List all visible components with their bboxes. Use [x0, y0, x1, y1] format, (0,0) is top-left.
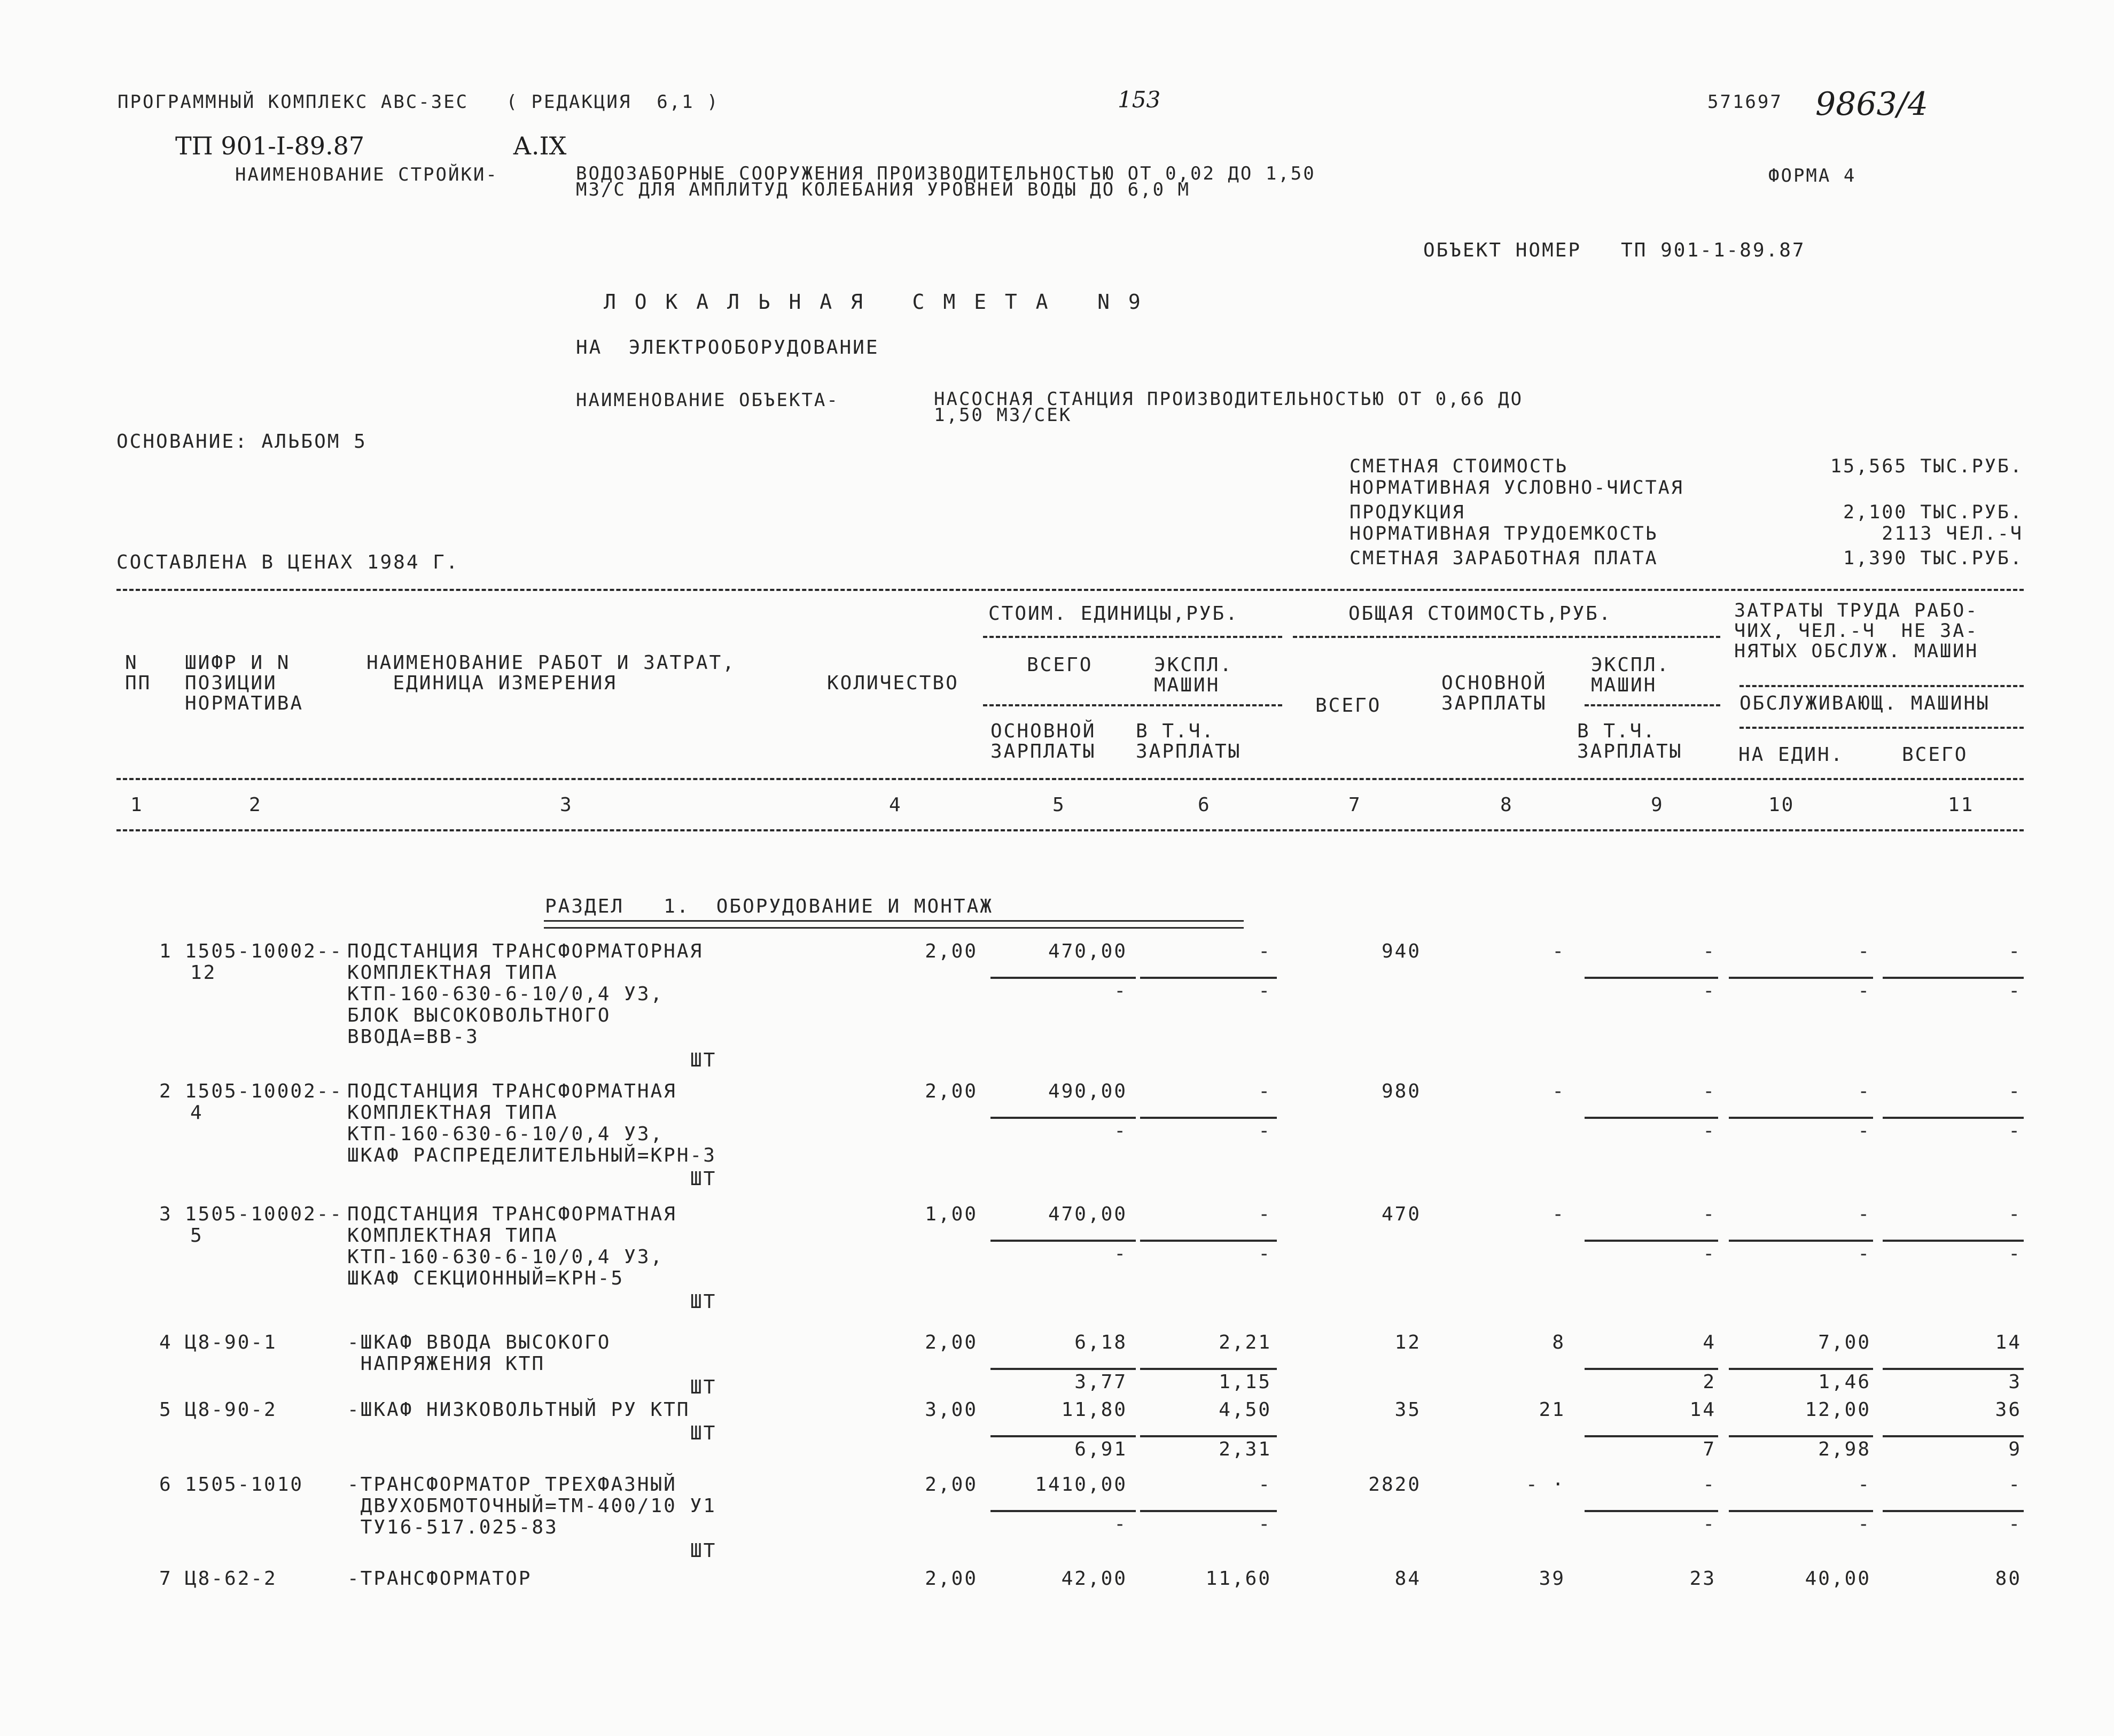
row-c6: - — [1258, 1080, 1271, 1102]
row-c6-sub: - — [1258, 1513, 1271, 1535]
stroyka-line-1: ВОДОЗАБОРНЫЕ СООРУЖЕНИЯ ПРОИЗВОДИТЕЛЬНОСТЬЮ ОТ 0,02 ДО 1,50 — [576, 163, 1316, 184]
header-top-rule — [116, 589, 2024, 591]
row-number: 2 — [159, 1080, 173, 1102]
row-c6-sub: - — [1258, 1243, 1271, 1265]
row-unit: ШТ — [690, 1376, 717, 1398]
row-name-line: -ШКАФ НИЗКОВОЛЬТНЫЙ РУ КТП — [347, 1399, 690, 1421]
cell-rule — [990, 1240, 1136, 1242]
col-num: 4 — [889, 794, 902, 816]
row-c10-sub: - — [1858, 1243, 1871, 1265]
unit-cost-header: СТОИМ. ЕДИНИЦЫ,РУБ. — [988, 603, 1239, 625]
labor-sub-header: ОБСЛУЖИВАЮЩ. МАШИНЫ — [1739, 692, 1990, 714]
cell-rule — [1729, 1435, 1873, 1437]
row-c6-sub: 2,31 — [1219, 1438, 1271, 1460]
cell-rule — [1883, 1117, 2024, 1119]
row-name-line: НАПРЯЖЕНИЯ КТП — [347, 1353, 545, 1375]
col-2-header: ШИФР И N ПОЗИЦИИ НОРМАТИВА — [185, 652, 304, 714]
row-c11: - — [2008, 1203, 2022, 1225]
row-c5-sub: - — [1114, 1513, 1127, 1535]
row-c10-sub: 1,46 — [1818, 1371, 1871, 1393]
row-unit: ШТ — [690, 1291, 717, 1313]
row-c9: 23 — [1689, 1568, 1716, 1590]
cell-rule — [1883, 1368, 2024, 1370]
object-label: НАИМЕНОВАНИЕ ОБЪЕКТА- — [576, 390, 839, 411]
row-qty: 2,00 — [925, 1080, 978, 1102]
row-c11: 14 — [1995, 1332, 2022, 1353]
row-c6: - — [1258, 940, 1271, 962]
header-mid-rule — [116, 778, 2024, 780]
row-name-line: ШКАФ СЕКЦИОННЫЙ=КРН-5 — [347, 1267, 625, 1289]
row-c5: 1410,00 — [1035, 1474, 1127, 1496]
cell-rule — [1585, 1510, 1718, 1512]
row-c11: - — [2008, 1474, 2022, 1496]
row-name-line: БЛОК ВЫСОКОВОЛЬТНОГО — [347, 1005, 611, 1026]
row-c5: 470,00 — [1048, 940, 1127, 962]
col-num: 6 — [1198, 794, 1211, 816]
form-label: ФОРМА 4 — [1768, 165, 1856, 186]
cell-rule — [1585, 977, 1718, 979]
row-c11-sub: - — [2008, 1243, 2022, 1265]
row-c10-sub: - — [1858, 1513, 1871, 1535]
summary-label-4: НОРМАТИВНАЯ ТРУДОЕМКОСТЬ — [1349, 523, 1658, 544]
row-c9-sub: - — [1703, 1120, 1716, 1142]
row-c9-sub: - — [1703, 1243, 1716, 1265]
row-c9-sub: 2 — [1703, 1371, 1716, 1393]
row-c6: 2,21 — [1219, 1332, 1271, 1353]
row-c10: - — [1858, 1203, 1871, 1225]
row-name-line: КТП-160-630-6-10/0,4 У3, — [347, 1123, 664, 1145]
col-num: 11 — [1948, 794, 1975, 816]
cell-rule — [990, 1435, 1136, 1437]
osnovanie: ОСНОВАНИЕ: АЛЬБОМ 5 — [116, 431, 367, 453]
labor-rule — [1739, 685, 2024, 687]
row-unit: ШТ — [690, 1049, 717, 1071]
row-c5-sub: - — [1114, 980, 1127, 1002]
row-c9: 4 — [1703, 1332, 1716, 1353]
row-c10-sub: - — [1858, 1120, 1871, 1142]
row-name-line: -ТРАНСФОРМАТОР ТРЕХФАЗНЫЙ — [347, 1474, 677, 1496]
row-name-line: ПОДСТАНЦИЯ ТРАНСФОРМАТОРНАЯ — [347, 940, 704, 962]
stroyka-line-2: М3/С ДЛЯ АМПЛИТУД КОЛЕБАНИЯ УРОВНЕЙ ВОДЫ ДО 6,0 М — [576, 179, 1191, 200]
row-c7: 470 — [1381, 1203, 1421, 1225]
cell-rule — [990, 977, 1136, 979]
col-1-header: N ПП — [125, 652, 152, 694]
row-code: Ц8-62-2 — [185, 1568, 277, 1590]
row-name-line: ВВОДА=ВВ-3 — [347, 1026, 479, 1048]
summary-label-2: НОРМАТИВНАЯ УСЛОВНО-ЧИСТАЯ — [1349, 477, 1684, 499]
row-c11: - — [2008, 940, 2022, 962]
row-qty: 2,00 — [925, 1568, 978, 1590]
row-qty: 3,00 — [925, 1399, 978, 1421]
summary-value-3: 2,100 ТЫС.РУБ. — [1843, 502, 2023, 523]
row-name-line: -ТРАНСФОРМАТОР — [347, 1568, 532, 1590]
row-c9-sub: 7 — [1703, 1438, 1716, 1460]
row-name-line: ПОДСТАНЦИЯ ТРАНСФОРМАТНАЯ — [347, 1203, 677, 1225]
row-qty: 2,00 — [925, 1332, 978, 1353]
row-c10: 12,00 — [1805, 1399, 1871, 1421]
row-c5: 470,00 — [1048, 1203, 1127, 1225]
col-num: 10 — [1768, 794, 1795, 816]
row-c11: 36 — [1995, 1399, 2022, 1421]
col-6-header: ЭКСПЛ. МАШИН — [1154, 654, 1234, 696]
row-number: 3 — [159, 1203, 173, 1225]
col-5-sub-header: ОСНОВНОЙ ЗАРПЛАТЫ — [990, 720, 1096, 762]
row-name-line: КОМПЛЕКТНАЯ ТИПА — [347, 1225, 558, 1247]
album-section: А.IX — [513, 131, 567, 160]
cell-rule — [1883, 1435, 2024, 1437]
cell-rule — [990, 1510, 1136, 1512]
row-qty: 2,00 — [925, 940, 978, 962]
row-c9: - — [1703, 1080, 1716, 1102]
col-num: 5 — [1052, 794, 1066, 816]
object-line-2: 1,50 М3/СЕК — [934, 404, 1072, 426]
row-number: 4 — [159, 1332, 173, 1353]
object-line-1: НАСОСНАЯ СТАНЦИЯ ПРОИЗВОДИТЕЛЬНОСТЬЮ ОТ 0,66 ДО — [934, 388, 1524, 410]
col-num: 7 — [1348, 794, 1362, 816]
row-c8: - — [1552, 940, 1565, 962]
row-c11-sub: 3 — [2008, 1371, 2022, 1393]
row-c11-sub: - — [2008, 980, 2022, 1002]
prices-year: СОСТАВЛЕНА В ЦЕНАХ 1984 Г. — [116, 551, 459, 573]
smeta-title: Л О К А Л Ь Н А Я С М Е Т А N 9 — [604, 290, 1144, 314]
row-number: 1 — [159, 940, 173, 962]
col-num: 9 — [1651, 794, 1664, 816]
row-c11: 80 — [1995, 1568, 2022, 1590]
cell-rule — [1729, 1510, 1873, 1512]
unit-cost-rule-2 — [983, 704, 1282, 706]
program-header: ПРОГРАММНЫЙ КОМПЛЕКС АВС-3ЕС ( РЕДАКЦИЯ 6,1 ) — [118, 91, 720, 113]
total-cost-rule — [1293, 636, 1720, 638]
col-num: 2 — [249, 794, 262, 816]
cell-rule — [1729, 977, 1873, 979]
row-name-line: КТП-160-630-6-10/0,4 У3, — [347, 983, 664, 1005]
tp-code: ТП 901-I-89.87 — [175, 131, 365, 160]
row-qty: 1,00 — [925, 1203, 978, 1225]
summary-label-5: СМЕТНАЯ ЗАРАБОТНАЯ ПЛАТА — [1349, 548, 1658, 569]
cell-rule — [1729, 1117, 1873, 1119]
cell-rule — [1140, 1435, 1277, 1437]
cell-rule — [990, 1368, 1136, 1370]
row-c5: 42,00 — [1061, 1568, 1127, 1590]
summary-value-5: 1,390 ТЫС.РУБ. — [1843, 548, 2023, 569]
col-num: 1 — [130, 794, 144, 816]
row-c8: - — [1552, 1080, 1565, 1102]
col-num: 8 — [1500, 794, 1514, 816]
col-11-header: ВСЕГО — [1902, 744, 1968, 766]
row-c6-sub: - — [1258, 1120, 1271, 1142]
cell-rule — [1585, 1368, 1718, 1370]
cell-rule — [1140, 1117, 1277, 1119]
row-c7: 12 — [1394, 1332, 1421, 1353]
row-c6: 11,60 — [1205, 1568, 1271, 1590]
row-c5: 490,00 — [1048, 1080, 1127, 1102]
col-6-sub-header: В Т.Ч. ЗАРПЛАТЫ — [1136, 720, 1242, 762]
labor-rule-2 — [1739, 727, 2024, 729]
row-c7: 35 — [1394, 1399, 1421, 1421]
row-c9: - — [1703, 1203, 1716, 1225]
labor-header: ЗАТРАТЫ ТРУДА РАБО- ЧИХ, ЧЕЛ.-Ч НЕ ЗА- НЯТЫХ ОБСЛУЖ. МАШИН — [1734, 600, 1979, 662]
row-c9: - — [1703, 1474, 1716, 1496]
row-name-line: ПОДСТАНЦИЯ ТРАНСФОРМАТНАЯ — [347, 1080, 677, 1102]
col-num: 3 — [560, 794, 573, 816]
row-c7: 84 — [1394, 1568, 1421, 1590]
row-name-line: -ШКАФ ВВОДА ВЫСОКОГО — [347, 1332, 611, 1353]
smeta-subject: НА ЭЛЕКТРООБОРУДОВАНИЕ — [576, 337, 879, 359]
row-code: 1505-10002-- — [185, 1080, 344, 1102]
stroyka-label: НАИМЕНОВАНИЕ СТРОЙКИ- — [235, 164, 498, 185]
cell-rule — [1140, 1240, 1277, 1242]
row-c5-sub: 3,77 — [1074, 1371, 1127, 1393]
row-c9-sub: - — [1703, 1513, 1716, 1535]
cell-rule — [1585, 1240, 1718, 1242]
row-qty: 2,00 — [925, 1474, 978, 1496]
col-7-header: ВСЕГО — [1315, 695, 1382, 717]
row-c5: 11,80 — [1061, 1399, 1127, 1421]
row-name-line: ШКАФ РАСПРЕДЕЛИТЕЛЬНЫЙ=КРН-3 — [347, 1145, 716, 1166]
row-c11-sub: 9 — [2008, 1438, 2022, 1460]
col-9-rule — [1585, 704, 1720, 706]
col-9-sub-header: В Т.Ч. ЗАРПЛАТЫ — [1577, 720, 1683, 762]
col-8-header: ОСНОВНОЙ ЗАРПЛАТЫ — [1441, 672, 1547, 714]
row-name-line: КОМПЛЕКТНАЯ ТИПА — [347, 1102, 558, 1124]
row-c7: 980 — [1381, 1080, 1421, 1102]
row-c10-sub: - — [1858, 980, 1871, 1002]
object-number: ОБЪЕКТ НОМЕР ТП 901-1-89.87 — [1423, 239, 1806, 261]
summary-value-1: 15,565 ТЫС.РУБ. — [1830, 456, 2023, 477]
row-number: 6 — [159, 1474, 173, 1496]
row-c6: 4,50 — [1219, 1399, 1271, 1421]
row-c9: 14 — [1689, 1399, 1716, 1421]
row-c6: - — [1258, 1474, 1271, 1496]
row-c10: 40,00 — [1805, 1568, 1871, 1590]
row-code: 1505-10002-- — [185, 1203, 344, 1225]
col-3-header: НАИМЕНОВАНИЕ РАБОТ И ЗАТРАТ, ЕДИНИЦА ИЗМЕРЕНИЯ — [366, 652, 736, 694]
cell-rule — [1140, 1510, 1277, 1512]
page-number: 153 — [1118, 87, 1161, 113]
document-number: 571697 — [1707, 91, 1783, 113]
row-c11-sub: - — [2008, 1120, 2022, 1142]
row-unit: ШТ — [690, 1168, 717, 1190]
row-code-line-2: 12 — [190, 962, 217, 984]
row-c8: - — [1552, 1203, 1565, 1225]
row-c5-sub: 6,91 — [1074, 1438, 1127, 1460]
row-name-line: КТП-160-630-6-10/0,4 У3, — [347, 1246, 664, 1268]
header-bottom-rule — [116, 829, 2024, 831]
row-c11: - — [2008, 1080, 2022, 1102]
col-9-header: ЭКСПЛ. МАШИН — [1591, 654, 1671, 696]
row-c11-sub: - — [2008, 1513, 2022, 1535]
row-c10: - — [1858, 1474, 1871, 1496]
row-unit: ШТ — [690, 1422, 717, 1444]
handwritten-number: 9863/4 — [1815, 85, 1929, 123]
row-c8: 39 — [1539, 1568, 1565, 1590]
row-code-line-2: 4 — [190, 1102, 204, 1124]
row-number: 7 — [159, 1568, 173, 1590]
cell-rule — [990, 1117, 1136, 1119]
section-title: РАЗДЕЛ 1. ОБОРУДОВАНИЕ И МОНТАЖ — [545, 896, 993, 917]
row-c9: - — [1703, 940, 1716, 962]
unit-cost-rule — [983, 636, 1282, 638]
row-c10: 7,00 — [1818, 1332, 1871, 1353]
cell-rule — [1883, 1240, 2024, 1242]
row-c10: - — [1858, 940, 1871, 962]
col-5-header: ВСЕГО — [1027, 654, 1093, 676]
row-code: 1505-1010 — [185, 1474, 304, 1496]
row-number: 5 — [159, 1399, 173, 1421]
row-c7: 2820 — [1368, 1474, 1421, 1496]
section-underline — [544, 920, 1244, 929]
total-cost-header: ОБЩАЯ СТОИМОСТЬ,РУБ. — [1348, 603, 1612, 625]
row-c5: 6,18 — [1074, 1332, 1127, 1353]
row-c5-sub: - — [1114, 1243, 1127, 1265]
row-c8: 21 — [1539, 1399, 1565, 1421]
cell-rule — [1729, 1368, 1873, 1370]
row-c6-sub: 1,15 — [1219, 1371, 1271, 1393]
row-code: 1505-10002-- — [185, 940, 344, 962]
row-c8: - · — [1525, 1474, 1565, 1496]
cell-rule — [1140, 1368, 1277, 1370]
summary-value-4: 2113 ЧЕЛ.-Ч — [1882, 523, 2023, 544]
summary-label-1: СМЕТНАЯ СТОИМОСТЬ — [1349, 456, 1569, 477]
row-c9-sub: - — [1703, 980, 1716, 1002]
col-4-header: КОЛИЧЕСТВО — [827, 672, 959, 694]
col-10-header: НА ЕДИН. — [1738, 744, 1844, 766]
row-c5-sub: - — [1114, 1120, 1127, 1142]
row-c10: - — [1858, 1080, 1871, 1102]
row-code: Ц8-90-2 — [185, 1399, 277, 1421]
row-c6-sub: - — [1258, 980, 1271, 1002]
cell-rule — [1585, 1117, 1718, 1119]
row-unit: ШТ — [690, 1540, 717, 1562]
row-code-line-2: 5 — [190, 1225, 204, 1247]
cell-rule — [1585, 1435, 1718, 1437]
row-c7: 940 — [1381, 940, 1421, 962]
row-code: Ц8-90-1 — [185, 1332, 277, 1353]
summary-label-3: ПРОДУКЦИЯ — [1349, 502, 1465, 523]
cell-rule — [1140, 977, 1277, 979]
row-c10-sub: 2,98 — [1818, 1438, 1871, 1460]
row-name-line: ДВУХОБМОТОЧНЫЙ=ТМ-400/10 У1 — [347, 1495, 716, 1517]
cell-rule — [1729, 1240, 1873, 1242]
row-c6: - — [1258, 1203, 1271, 1225]
row-name-line: ТУ16-517.025-83 — [347, 1516, 558, 1538]
cell-rule — [1883, 977, 2024, 979]
row-name-line: КОМПЛЕКТНАЯ ТИПА — [347, 962, 558, 984]
row-c8: 8 — [1552, 1332, 1565, 1353]
cell-rule — [1883, 1510, 2024, 1512]
